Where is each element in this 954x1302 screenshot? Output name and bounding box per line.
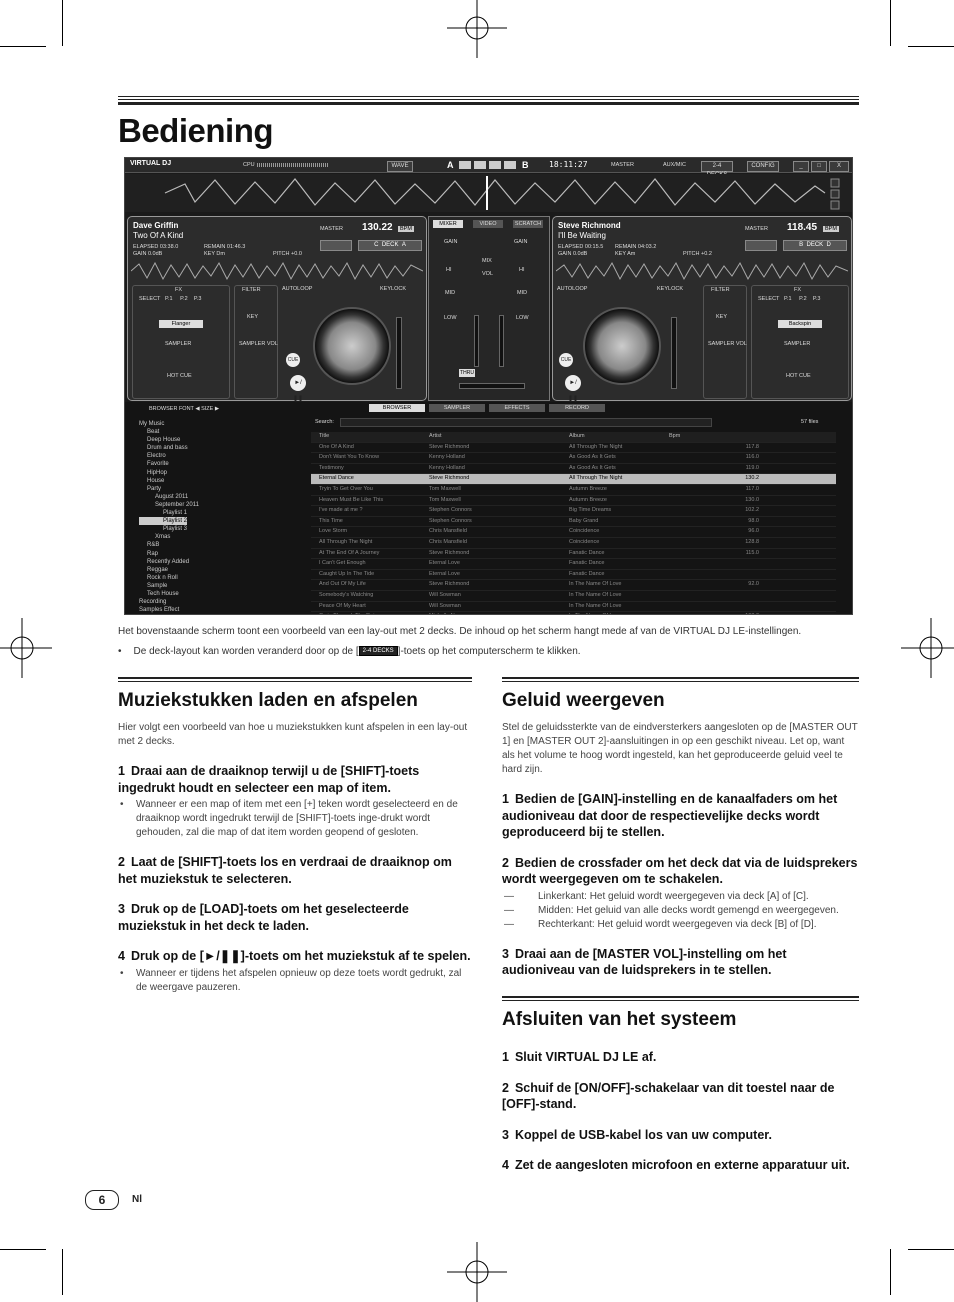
header-rule xyxy=(118,96,859,105)
deck-b-artist: Steve Richmond xyxy=(558,221,621,230)
deck-a-keylock: KEYLOCK xyxy=(380,286,406,292)
step: 4 Zet de aangesloten microfoon en externe apparatuur uit. xyxy=(502,1158,850,1172)
deck-b-title: I'll Be Waiting xyxy=(558,231,606,240)
table-cell: Don't Want You To Know xyxy=(319,454,380,461)
step: 2 Bedien de crossfader om het deck dat via de luidsprekers wordt weergegeven om te schakelen. xyxy=(502,855,858,886)
table-cell: Caught Up In The Tide xyxy=(319,570,375,577)
table-row[interactable] xyxy=(311,474,836,485)
table-cell: Will Sowman xyxy=(429,602,461,609)
folder-item[interactable]: Party xyxy=(147,485,162,492)
table-cell: Big Time Dreams xyxy=(569,507,612,514)
deck-a-bpm: 130.22 xyxy=(362,222,393,233)
section-heading: Muziekstukken laden en afspelen xyxy=(118,690,418,711)
deck-a-filter-panel: FILTER KEY SAMPLER VOL xyxy=(234,285,278,399)
deck-b-fx-panel: FX SELECT P.1 P.2 P.3 Backspin SAMPLER HOT CUE xyxy=(751,285,849,399)
table-row[interactable] xyxy=(311,549,836,560)
table-cell xyxy=(569,612,669,615)
crossfader-a-label: A xyxy=(447,160,454,170)
table-cell: 115.0 xyxy=(745,549,759,556)
table-row[interactable] xyxy=(311,570,836,581)
folder-item[interactable]: Rock n Roll xyxy=(147,574,178,581)
table-cell: Steve Richmond xyxy=(429,475,470,482)
deck-b xyxy=(552,216,852,401)
table-cell: 117.8 xyxy=(745,443,759,450)
folder-item[interactable]: August 2011 xyxy=(155,493,189,500)
deck-a-title: Two Of A Kind xyxy=(133,231,184,240)
column-bpm[interactable]: Bpm xyxy=(669,433,681,439)
track-list xyxy=(311,432,836,615)
table-cell: Baby Grand xyxy=(569,517,599,524)
step: 3 Druk op de [LOAD]-toets om het geselecteerde muziekstuk in het deck te laden. xyxy=(118,902,409,933)
folder-item[interactable]: Electro xyxy=(147,453,166,460)
table-cell: Testimony xyxy=(319,464,344,471)
minimize-button[interactable]: _ xyxy=(793,161,809,172)
registration-mark-icon xyxy=(0,618,52,678)
app-logo: VIRTUAL DJ xyxy=(130,160,172,167)
deck-b-filter-panel: FILTER KEY SAMPLER VOL xyxy=(703,285,747,399)
crossfader[interactable] xyxy=(459,383,525,389)
deck-b-fx-name: Backspin xyxy=(778,320,822,328)
table-cell: One Of A Kind xyxy=(319,443,354,450)
channel-fader-a[interactable] xyxy=(474,315,479,367)
table-row[interactable] xyxy=(311,580,836,591)
table-cell: Fanatic Dance xyxy=(569,570,605,577)
table-cell: In The Name Of Love xyxy=(569,602,622,609)
table-row[interactable] xyxy=(311,496,836,507)
table-cell: Peace Of My Heart xyxy=(319,602,366,609)
deck-a-switch[interactable]: C DECK A xyxy=(358,240,422,251)
software-screenshot xyxy=(124,157,853,615)
clock: 18:11:27 xyxy=(549,160,588,169)
table-cell: 98.0 xyxy=(748,517,759,524)
step: 3 Draai aan de [MASTER VOL]-instelling om het audioniveau van de luidsprekers in te stellen. xyxy=(502,946,787,977)
deck-b-bpm-label: BPM xyxy=(825,226,837,232)
table-cell: As Good As It Gets xyxy=(569,464,616,471)
crop-mark xyxy=(908,1249,954,1250)
deck-b-master-label: MASTER xyxy=(745,226,768,232)
step: 3 Koppel de USB-kabel los van uw computer. xyxy=(502,1127,772,1142)
folder-item[interactable]: Favorite xyxy=(147,461,169,468)
effects-tab[interactable]: EFFECTS xyxy=(489,404,545,412)
table-cell: 96.0 xyxy=(748,528,759,535)
close-button[interactable]: X xyxy=(829,161,849,172)
page-number: 6 xyxy=(85,1190,119,1210)
step-note: • Wanneer er tijdens het afspelen opnieuw op deze toets wordt gedrukt, zal de weergave pauzeren. xyxy=(118,967,472,995)
screenshot-caption: Het bovenstaande scherm toont een voorbeeld van een lay-out met 2 decks. De inhoud op het scherm hangt mede af van de VIRTUAL DJ LE-instellingen. xyxy=(118,626,802,637)
table-cell: Stephen Connors xyxy=(429,507,472,514)
deck-layout-button-icon: 2-4 DECKS xyxy=(359,646,398,656)
folder-item[interactable]: House xyxy=(147,477,165,484)
table-cell: All Through The Night xyxy=(319,538,373,545)
deck-a-bpm-label: BPM xyxy=(400,226,412,232)
deck-a-elapsed: ELAPSED 03:38.0 xyxy=(133,244,179,250)
column-title[interactable]: Title xyxy=(319,433,330,439)
table-row[interactable] xyxy=(311,485,836,496)
record-tab[interactable]: RECORD xyxy=(549,404,605,412)
step: 1 Draai aan de draaiknop terwijl u de [SHIFT]-toets ingedrukt houdt en selecteer een map of item. xyxy=(118,764,420,795)
deck-b-autoloop: AUTOLOOP xyxy=(557,286,588,292)
channel-fader-b[interactable] xyxy=(499,315,504,367)
deck-a-autoloop: AUTOLOOP xyxy=(282,286,313,292)
table-cell: 119.0 xyxy=(745,464,759,471)
section-shutdown xyxy=(502,996,859,1174)
section-intro: Stel de geluidssterkte van de eindversterkers aangesloten op de [MASTER OUT 1] en [MASTER OUT 2]-aansluitingen in op een geschikt niveau. Let op, want als het volume te hoog wordt ingesteld, kan het geproduceerde geluid veel te hard zijn. xyxy=(502,722,858,775)
folder-item[interactable]: Rap xyxy=(147,550,159,557)
deck-a-gain: GAIN 0.0dB xyxy=(133,251,163,257)
table-cell: All Through The Night xyxy=(569,443,623,450)
deck-b-key: KEY Am xyxy=(615,251,636,257)
crop-mark xyxy=(0,46,46,47)
video-tab[interactable]: VIDEO xyxy=(473,220,503,228)
folder-item[interactable]: Beat xyxy=(147,429,160,436)
table-cell: Steve Richmond xyxy=(429,581,470,588)
table-cell: 130.0 xyxy=(745,496,759,503)
deck-a-key: KEY Dm xyxy=(204,251,225,257)
top-bar xyxy=(125,158,852,173)
deck-a-artist: Dave Griffin xyxy=(133,221,179,230)
table-cell: Fanatic Dance xyxy=(569,549,605,556)
table-cell: I Can't Get Enough xyxy=(319,560,366,567)
table-cell: Kenny Holland xyxy=(429,464,465,471)
table-row[interactable] xyxy=(311,517,836,528)
step-note: • Wanneer er een map of item met een [+] teken wordt geselecteerd en de draaiknop wordt ingedrukt terwijl de [SHIFT]-toets inge-drukt wordt gehouden, zal die map of dat item worden geopend of gesloten. xyxy=(118,798,472,840)
language-code: Nl xyxy=(132,1194,142,1205)
scratch-tab[interactable]: SCRATCH xyxy=(514,221,542,227)
section-heading: Geluid weergeven xyxy=(502,690,665,711)
browser-font-size[interactable]: BROWSER FONT ◀ SIZE ▶ xyxy=(149,406,220,412)
deck-b-switch[interactable]: B DECK D xyxy=(783,240,847,251)
table-cell: Eternal Love xyxy=(429,570,460,577)
layout-indicator xyxy=(459,161,517,169)
deck-b-pitch-slider[interactable] xyxy=(671,317,677,389)
table-cell: 116.0 xyxy=(745,454,759,461)
table-cell: I've made at me ? xyxy=(319,507,363,514)
deck-b-pitch: PITCH +0.2 xyxy=(683,251,712,257)
crossfader-b-label: B xyxy=(522,160,529,170)
sampler-tab[interactable]: SAMPLER xyxy=(429,404,485,412)
folder-item[interactable]: Playlist 3 xyxy=(163,526,188,533)
table-cell: Love Storm xyxy=(319,528,348,535)
table-cell: Autumn Breeze xyxy=(569,485,607,492)
table-cell: Steve Richmond xyxy=(429,549,470,556)
table-cell: This Time xyxy=(319,517,343,524)
table-cell: Eternal Dance xyxy=(319,475,354,482)
folder-item[interactable]: Playlist 1 xyxy=(163,510,188,517)
folder-item[interactable]: Deep House xyxy=(147,437,181,444)
browser-tab[interactable]: BROWSER xyxy=(369,404,425,412)
step: 2 Schuif de [ON/OFF]-schakelaar van dit toestel naar de [OFF]-stand. xyxy=(502,1080,835,1111)
deck-b-play-button[interactable]: ►/❚❚ xyxy=(565,375,581,391)
section-intro: Hier volgt een voorbeeld van hoe u muziekstukken kunt afspelen in een lay-out met 2 decks. xyxy=(118,722,468,747)
wave-button[interactable]: WAVE xyxy=(387,161,413,172)
table-row[interactable] xyxy=(311,506,836,517)
mixer-tab[interactable]: MIXER xyxy=(433,220,463,228)
layout-note: • De deck-layout kan worden veranderd door op de [ 2-4 DECKS ]-toets op het computerscherm te klikken. xyxy=(118,646,581,657)
table-row[interactable] xyxy=(311,464,836,475)
crossfader-option: — Linkerkant: Het geluid wordt weergegeven via deck [A] of [C]. xyxy=(502,890,859,904)
deck-a-fx-panel: FX SELECT P.1 P.2 P.3 Flanger SAMPLER HOT CUE xyxy=(132,285,230,399)
table-cell: 92.0 xyxy=(748,581,759,588)
aux-mic-button[interactable]: AUX/MIC xyxy=(663,162,686,168)
crop-mark xyxy=(0,1249,46,1250)
table-row[interactable] xyxy=(311,443,836,454)
deck-a-fx-name: Flanger xyxy=(159,320,203,328)
table-cell: Fanatic Dance xyxy=(569,560,605,567)
table-cell: And Out Of My Life xyxy=(319,581,366,588)
folder-item[interactable]: Reggae xyxy=(147,566,169,573)
page-title: Bediening xyxy=(118,112,274,149)
table-cell xyxy=(429,612,569,615)
deck-a-remain: REMAIN 01:46.3 xyxy=(204,244,246,250)
deck-b-waveform xyxy=(556,261,848,281)
table-cell: Coincidence xyxy=(569,538,600,545)
table-cell: Stephen Connors xyxy=(429,517,472,524)
table-cell: Chris Mansfield xyxy=(429,538,467,545)
table-cell: Coincidence xyxy=(569,528,600,535)
table-row[interactable] xyxy=(311,591,836,602)
deck-a-waveform xyxy=(131,261,423,281)
crop-mark xyxy=(890,1249,891,1295)
table-cell: Eternal Love xyxy=(429,560,460,567)
table-cell: 130.2 xyxy=(745,475,759,482)
table-cell xyxy=(311,612,429,615)
table-cell: As Good As It Gets xyxy=(569,454,616,461)
registration-mark-icon xyxy=(447,1242,507,1302)
table-row[interactable] xyxy=(311,612,836,615)
step: 1 Sluit VIRTUAL DJ LE af. xyxy=(502,1050,657,1064)
deck-a-play-button[interactable]: ►/❚❚ xyxy=(290,375,306,391)
table-cell: 128.8 xyxy=(745,538,759,545)
deck-a xyxy=(127,216,427,401)
browser xyxy=(125,402,852,614)
registration-mark-icon xyxy=(447,0,507,58)
master-button[interactable]: MASTER xyxy=(611,162,634,168)
deck-b-aux-rec-button[interactable] xyxy=(745,240,777,251)
table-cell: Autumn Breeze xyxy=(569,496,607,503)
cpu-meter xyxy=(257,163,329,167)
search-label: Search: xyxy=(315,419,334,425)
table-row[interactable] xyxy=(311,538,836,549)
track-list-header xyxy=(311,432,836,443)
deck-a-cue-button[interactable]: CUE xyxy=(286,353,300,367)
table-cell: Steve Richmond xyxy=(429,443,470,450)
registration-mark-icon xyxy=(901,618,954,678)
deck-b-cue-button[interactable]: CUE xyxy=(559,353,573,367)
folder-item[interactable]: Samples Effect xyxy=(139,607,180,614)
table-row[interactable] xyxy=(311,602,836,613)
table-cell: Chris Mansfield xyxy=(429,528,467,535)
table-cell: In The Name Of Love xyxy=(569,591,622,598)
table-cell: Somebody's Watching xyxy=(319,591,374,598)
table-cell: 102.2 xyxy=(745,507,759,514)
deck-a-pitch: PITCH +0.0 xyxy=(273,251,302,257)
deck-b-elapsed: ELAPSED 00:15.5 xyxy=(558,244,604,250)
table-cell: Tom Maxwell xyxy=(429,485,461,492)
step: 2 Laat de [SHIFT]-toets los en verdraai de draaiknop om het muziekstuk te selecteren. xyxy=(118,855,452,886)
folder-item[interactable]: Tech House xyxy=(147,590,179,597)
deck-b-remain: REMAIN 04:03.2 xyxy=(615,244,657,250)
table-cell: 117.0 xyxy=(745,485,759,492)
mixer: MIXER VIDEO SCRATCH GAIN GAIN MIX VOL HI HI MID MID LOW LOW THRU xyxy=(428,216,550,401)
column-artist[interactable]: Artist xyxy=(429,433,442,439)
thru-button[interactable]: THRU xyxy=(460,370,474,376)
overview-waveform xyxy=(125,174,852,212)
table-cell: All Through The Night xyxy=(569,475,623,482)
folder-item[interactable]: Recently Added xyxy=(147,558,190,565)
table-row[interactable] xyxy=(311,559,836,570)
section-load-play xyxy=(118,677,472,995)
section-sound xyxy=(502,677,859,979)
deck-b-jogwheel[interactable] xyxy=(583,307,661,385)
cpu-label: CPU xyxy=(243,162,255,168)
deck-a-jogwheel[interactable] xyxy=(313,307,391,385)
deck-a-pitch-slider[interactable] xyxy=(396,317,402,389)
file-count: 57 files xyxy=(801,419,819,425)
folder-item[interactable]: My Music xyxy=(139,421,165,427)
search-input[interactable] xyxy=(340,418,712,427)
deck-a-aux-rec-button[interactable] xyxy=(320,240,352,251)
deck-b-gain: GAIN 0.0dB xyxy=(558,251,588,257)
table-cell: Kenny Holland xyxy=(429,454,465,461)
table-row[interactable] xyxy=(311,453,836,464)
step: 4 Druk op de [►/❚❚]-toets om het muziekstuk af te spelen. xyxy=(118,949,471,963)
folder-item[interactable]: Recording xyxy=(139,599,167,606)
column-album[interactable]: Album xyxy=(569,433,585,439)
deck-b-bpm: 118.45 xyxy=(787,222,818,233)
crossfader-option: — Rechterkant: Het geluid wordt weergegeven via deck [B] of [D]. xyxy=(502,918,859,932)
table-cell xyxy=(669,612,759,615)
crop-mark xyxy=(890,0,891,46)
table-row[interactable] xyxy=(311,527,836,538)
crossfader-option: — Midden: Het geluid van alle decks wordt gemengd en weergegeven. xyxy=(502,904,859,918)
folder-item[interactable]: HipHop xyxy=(147,469,168,476)
crop-mark xyxy=(62,1249,63,1295)
section-heading: Afsluiten van het systeem xyxy=(502,1009,737,1030)
folder-item[interactable]: Sample xyxy=(147,582,168,589)
folder-item[interactable]: September 2011 xyxy=(155,501,199,508)
step: 1 Bedien de [GAIN]-instelling en de kanaalfaders om het audioniveau dat door de respectievelijke decks wordt geproduceerd bij te stellen. xyxy=(502,792,838,839)
table-cell: Tom Maxwell xyxy=(429,496,461,503)
table-cell: At The End Of A Journey xyxy=(319,549,380,556)
folder-item[interactable]: Drum and bass xyxy=(147,445,188,452)
folder-item[interactable]: Playlist 2 xyxy=(139,517,187,525)
crop-mark xyxy=(908,46,954,47)
table-cell: Tryin To Get Over You xyxy=(319,485,373,492)
crop-mark xyxy=(62,0,63,46)
config-button[interactable]: CONFIG xyxy=(747,161,779,172)
table-cell: Heaven Must Be Like This xyxy=(319,496,384,503)
table-cell: In The Name Of Love xyxy=(569,581,622,588)
deck-b-keylock: KEYLOCK xyxy=(657,286,683,292)
maximize-button[interactable]: □ xyxy=(811,161,827,172)
deck-layout-button[interactable]: 2-4 xyxy=(701,161,733,172)
folder-item[interactable]: Xmas xyxy=(155,534,171,541)
folder-tree xyxy=(139,420,299,614)
table-cell: Will Sowman xyxy=(429,591,461,598)
folder-item[interactable]: R&B xyxy=(147,542,160,549)
deck-a-master-label: MASTER xyxy=(320,226,343,232)
